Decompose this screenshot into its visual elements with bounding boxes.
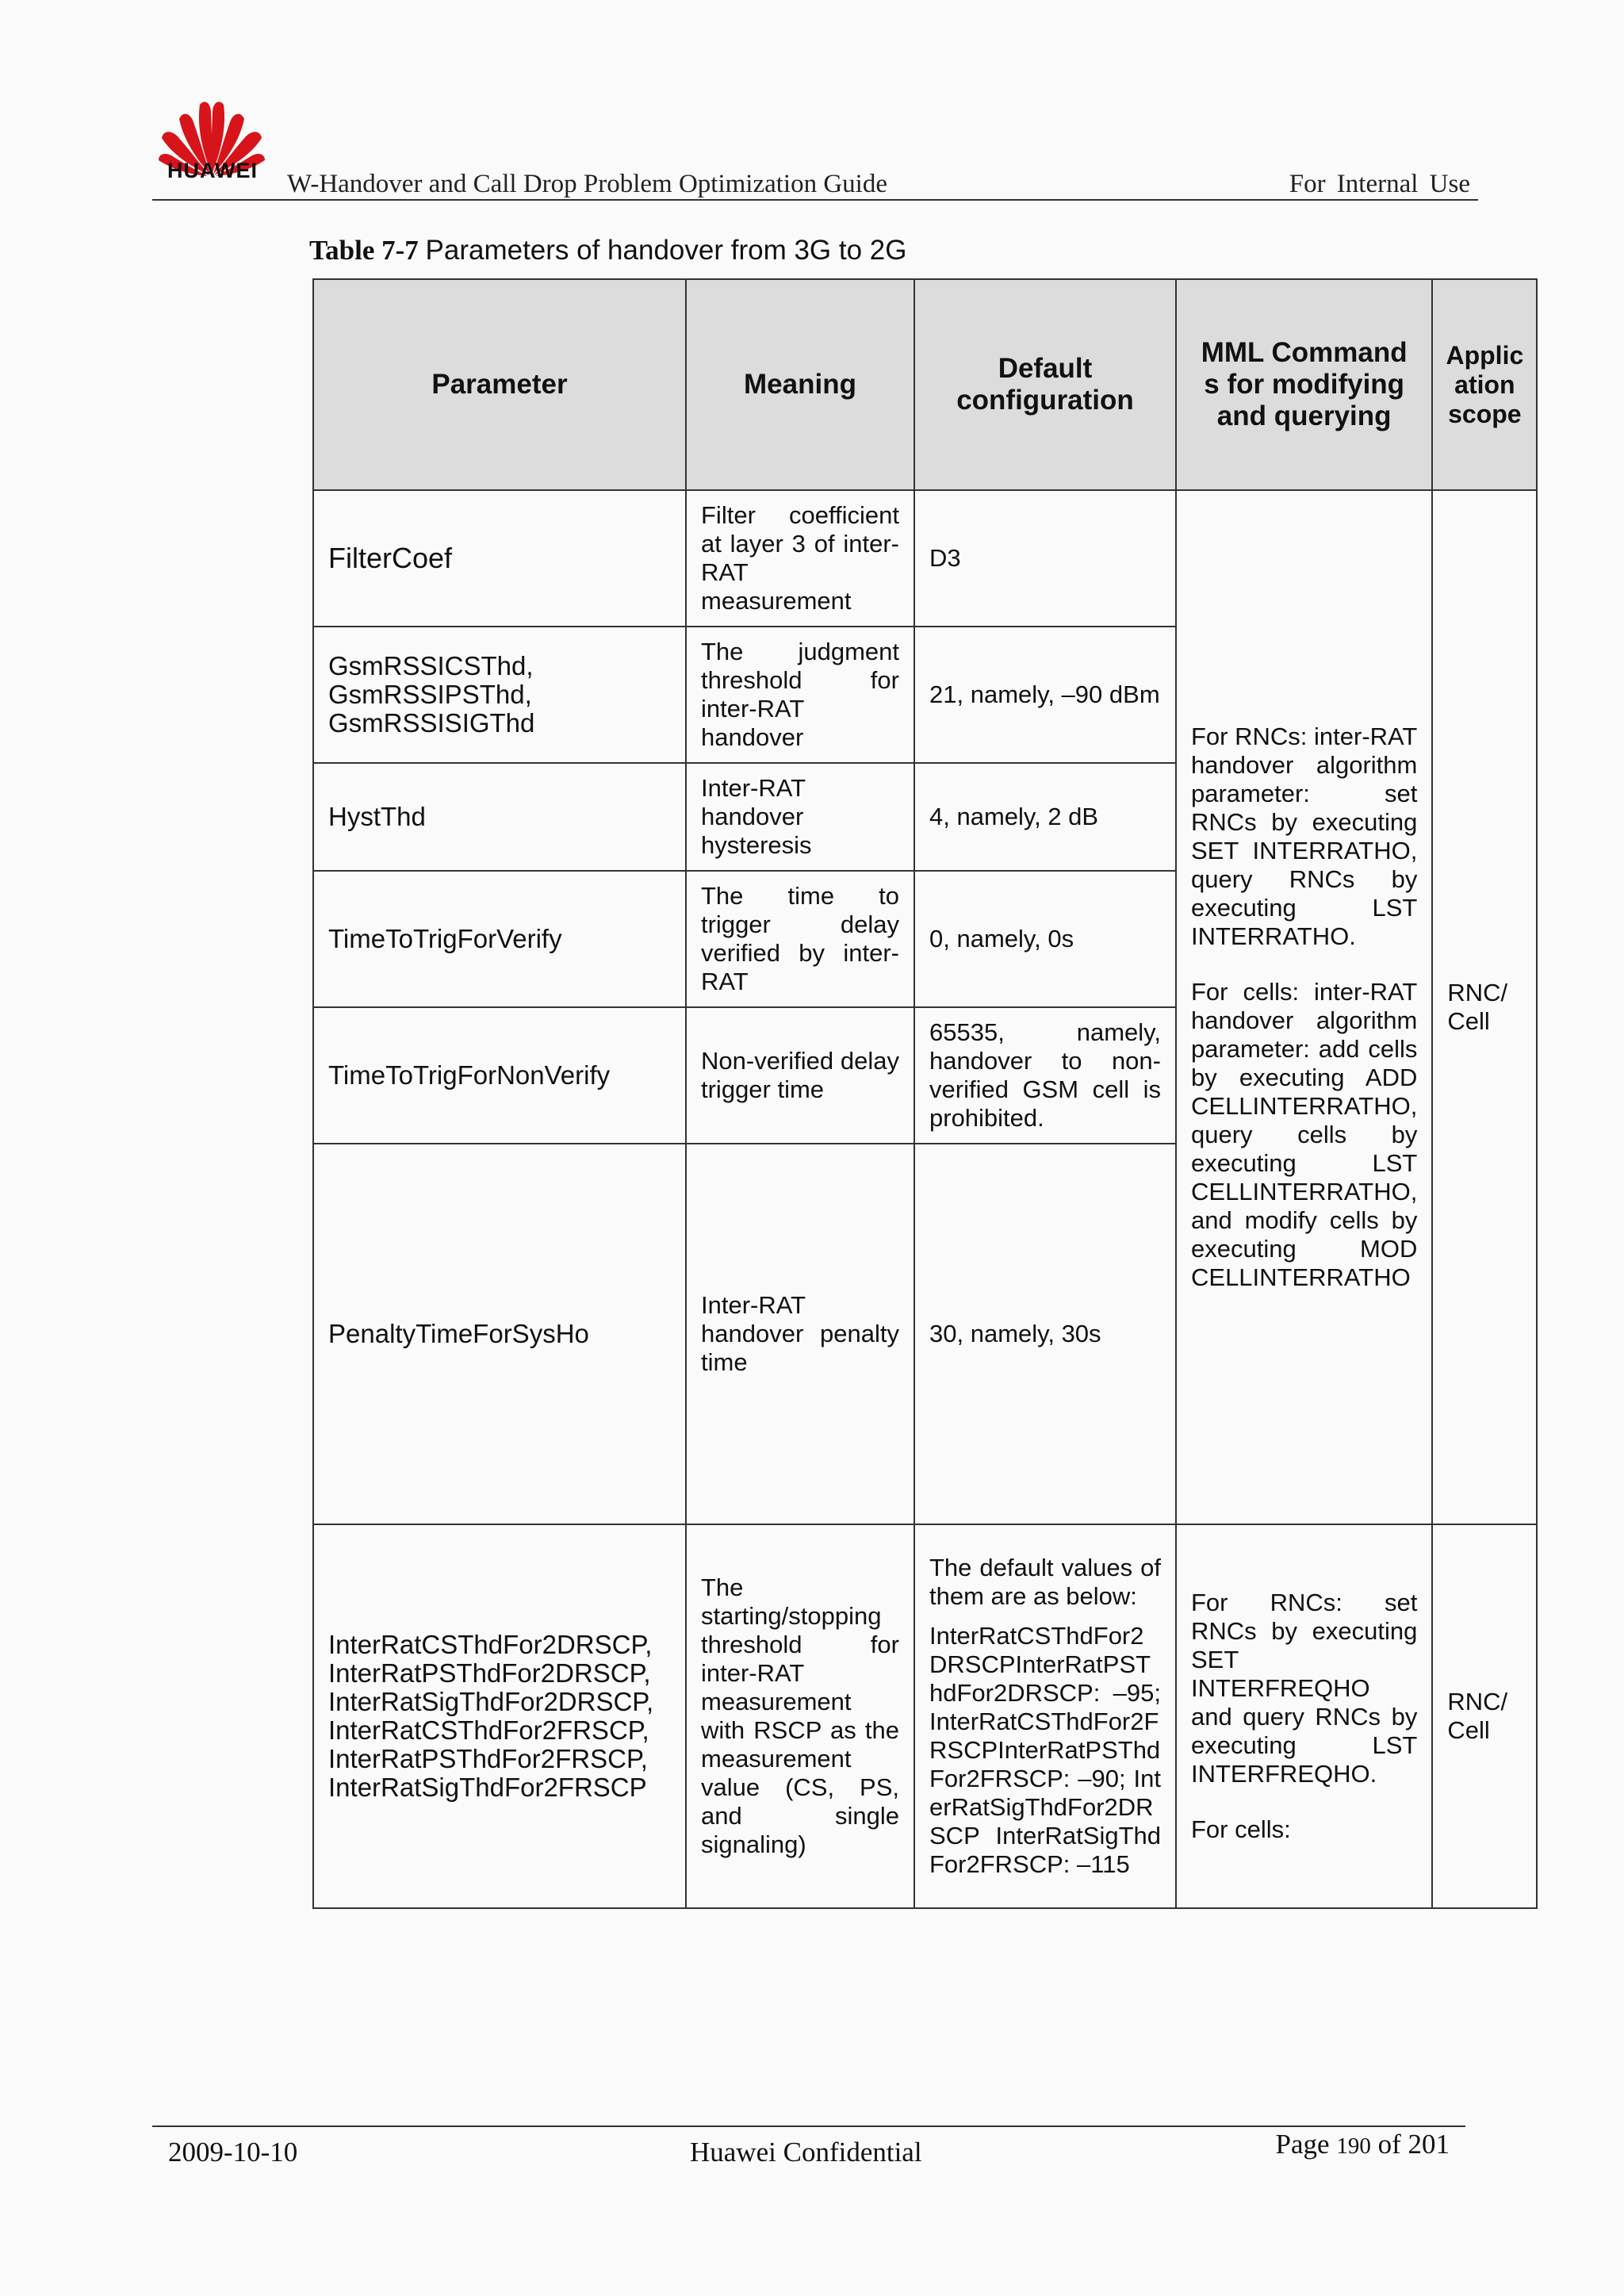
cell-default: 30, namely, 30s xyxy=(914,1144,1176,1524)
footer-confidential: Huawei Confidential xyxy=(690,2137,922,2168)
table-header-row xyxy=(313,279,1537,490)
parameter-item: InterRatCSThdFor2FRSCP, xyxy=(328,1715,649,1745)
cell-meaning: Filter coefficient at layer 3 of inter-RAT measurement xyxy=(686,490,914,627)
cell-meaning: The starting/stopping threshold for inter-RAT measurement with RSCP as the measurement value (CS, PS, and single signaling) xyxy=(686,1524,914,1908)
cell-mml-commands xyxy=(1176,490,1432,1524)
cell-parameter: FilterCoef xyxy=(313,490,686,627)
cell-parameter: TimeToTrigForNonVerify xyxy=(313,1007,686,1144)
default-values: InterRatCSThdFor2DRSCPInterRatPSThdFor2DRSCP: –95; InterRatCSThdFor2FRSCPInterRatPSThdFor2FRSCP: –90; InterRatSigThdFor2DRSCP InterRatSigThdFor2FRSCP: –115 xyxy=(929,1622,1161,1878)
cell-default: 0, namely, 0s xyxy=(914,871,1176,1007)
footer-page-number xyxy=(1276,2129,1450,2160)
parameter-item: InterRatCSThdFor2DRSCP, xyxy=(328,1630,653,1659)
parameter-item: InterRatPSThdFor2DRSCP, xyxy=(328,1658,651,1688)
header-parameter: Parameter xyxy=(313,279,686,490)
mml-rnc-text: For RNCs: inter-RAT handover algorithm parameter: set RNCs by executing SET INTERRATHO, query RNCs by executing LST INTERRATHO. xyxy=(1191,723,1418,950)
cell-meaning: The time to trigger delay verified by inter-RAT xyxy=(686,871,914,1007)
cell-scope: RNC/ Cell xyxy=(1432,490,1537,1524)
document-title: W-Handover and Call Drop Problem Optimization Guide xyxy=(287,170,888,198)
header-meaning: Meaning xyxy=(686,279,914,490)
default-intro: The default values of them are as below: xyxy=(929,1554,1161,1610)
classification-label: For Internal Use xyxy=(1289,170,1470,198)
cell-meaning: Inter-RAT handover penalty time xyxy=(686,1144,914,1524)
table-caption xyxy=(309,235,906,266)
cell-default: D3 xyxy=(914,490,1176,627)
footer-divider xyxy=(152,2125,1465,2127)
page-prefix: Page xyxy=(1275,2129,1330,2160)
cell-parameter: TimeToTrigForVerify xyxy=(313,871,686,1007)
cell-scope: RNC/ Cell xyxy=(1432,1524,1537,1908)
header-mml: MML Command s for modifying and querying xyxy=(1176,279,1432,490)
table-caption-text: Parameters of handover from 3G to 2G xyxy=(425,235,907,266)
page-total: of 201 xyxy=(1377,2129,1450,2160)
cell-parameter-list xyxy=(313,1524,686,1908)
cell-meaning: Non-verified delay trigger time xyxy=(686,1007,914,1144)
cell-meaning: Inter-RAT handover hysteresis xyxy=(686,763,914,871)
parameter-item: InterRatSigThdFor2DRSCP, xyxy=(328,1687,654,1716)
page-number: 190 xyxy=(1336,2133,1371,2159)
header-divider xyxy=(152,199,1478,201)
mml-cell-text: For cells: xyxy=(1191,1815,1291,1843)
cell-parameter: GsmRSSICSThd, GsmRSSIPSThd, GsmRSSISIGThd xyxy=(313,627,686,763)
table-row xyxy=(313,490,1537,627)
cell-mml-commands xyxy=(1176,1524,1432,1908)
table-row xyxy=(313,1524,1537,1908)
parameters-table xyxy=(312,278,1538,1909)
logo-wordmark: HUAWEI xyxy=(167,159,258,182)
cell-parameter: PenaltyTimeForSysHo xyxy=(313,1144,686,1524)
cell-default xyxy=(914,1524,1176,1908)
cell-default: 65535, namely, handover to non-verified GSM cell is prohibited. xyxy=(914,1007,1176,1144)
mml-rnc-text: For RNCs: set RNCs by executing SET INTERFREQHO and query RNCs by executing LST INTERFREQHO. xyxy=(1191,1589,1418,1788)
cell-default: 21, namely, –90 dBm xyxy=(914,627,1176,763)
header-default: Default configuration xyxy=(914,279,1176,490)
cell-parameter: HystThd xyxy=(313,763,686,871)
parameter-item: InterRatSigThdFor2FRSCP xyxy=(328,1773,647,1802)
parameter-item: InterRatPSThdFor2FRSCP, xyxy=(328,1744,648,1773)
footer-date: 2009-10-10 xyxy=(168,2137,298,2168)
header-scope: Applic ation scope xyxy=(1432,279,1537,490)
mml-cell-text: For cells: inter-RAT handover algorithm parameter: add cells by executing ADD CELLINTERRATHO, query cells by executing LST CELLINTERRATHO, and modify cells by executing MOD CELLINTERRATHO xyxy=(1191,978,1418,1291)
table-caption-label: Table 7-7 xyxy=(309,235,419,266)
cell-meaning: The judgment threshold for inter-RAT handover xyxy=(686,627,914,763)
cell-default: 4, namely, 2 dB xyxy=(914,763,1176,871)
